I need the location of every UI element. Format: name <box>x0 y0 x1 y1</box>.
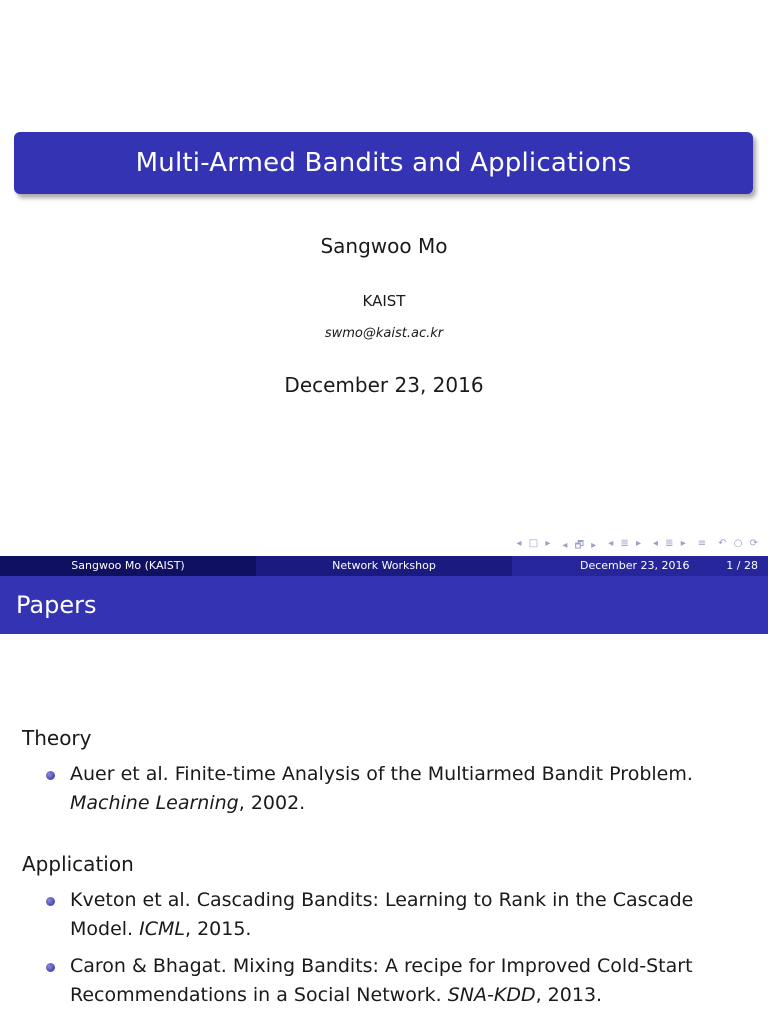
paper-venue: Machine Learning <box>70 792 239 814</box>
paper-venue: ICML <box>139 918 185 940</box>
bullet-icon <box>46 897 55 906</box>
paper-year: , 2013. <box>535 984 603 1006</box>
nav-menu-icon[interactable]: ≡ <box>697 538 709 549</box>
papers-slide <box>0 576 768 1024</box>
frame-title: Papers <box>16 591 97 619</box>
author-email: swmo@kaist.ac.kr <box>324 326 444 341</box>
nav-section-icon[interactable]: ◂ ≣ ▸ <box>608 538 643 549</box>
footer-page-number: 1 / 28 <box>726 559 758 572</box>
paper-citation: Auer et al. Finite-time Analysis of the Multiarmed Bandit Problem. <box>70 763 693 785</box>
title-box <box>14 132 753 194</box>
paper-item <box>22 760 752 818</box>
paper-venue: SNA-KDD <box>447 984 536 1006</box>
bullet-icon <box>46 963 55 972</box>
footer-date: December 23, 2016 <box>580 559 690 572</box>
nav-search-icon[interactable]: ↶ ○ ⟳ <box>718 538 760 549</box>
footer-date-page <box>512 556 768 576</box>
paper-item <box>22 886 752 944</box>
paper-item <box>22 952 752 1010</box>
author-name: Sangwoo Mo <box>320 234 448 258</box>
beamer-navigation[interactable] <box>517 538 760 555</box>
footline <box>0 556 768 576</box>
paper-citation: Caron & Bhagat. Mixing Bandits: A recipe for Improved Cold-Start Recommendations in a Social Network. <box>70 955 693 1006</box>
nav-subsection-icon[interactable]: ◂ 🗗 ▸ <box>562 540 599 551</box>
nav-slide-icon[interactable]: ◂ ≣ ▸ <box>652 538 688 549</box>
section-heading-theory: Theory <box>22 726 92 750</box>
presentation-title: Multi-Armed Bandits and Applications <box>135 148 632 178</box>
papers-content <box>22 726 752 1018</box>
footer-event: Network Workshop <box>256 556 512 576</box>
paper-year: , 2015. <box>185 918 252 940</box>
section-heading-application: Application <box>22 852 134 876</box>
bullet-icon <box>46 771 55 780</box>
paper-year: , 2002. <box>238 792 306 814</box>
paper-citation: Kveton et al. Cascading Bandits: Learning to Rank in the Cascade Model. <box>70 889 694 940</box>
frame-title-bar <box>0 576 768 634</box>
institute-name: KAIST <box>362 292 406 310</box>
nav-frame-icon[interactable]: ◂ □ ▸ <box>516 538 553 549</box>
footer-author: Sangwoo Mo (KAIST) <box>0 556 256 576</box>
presentation-date: December 23, 2016 <box>284 373 484 397</box>
